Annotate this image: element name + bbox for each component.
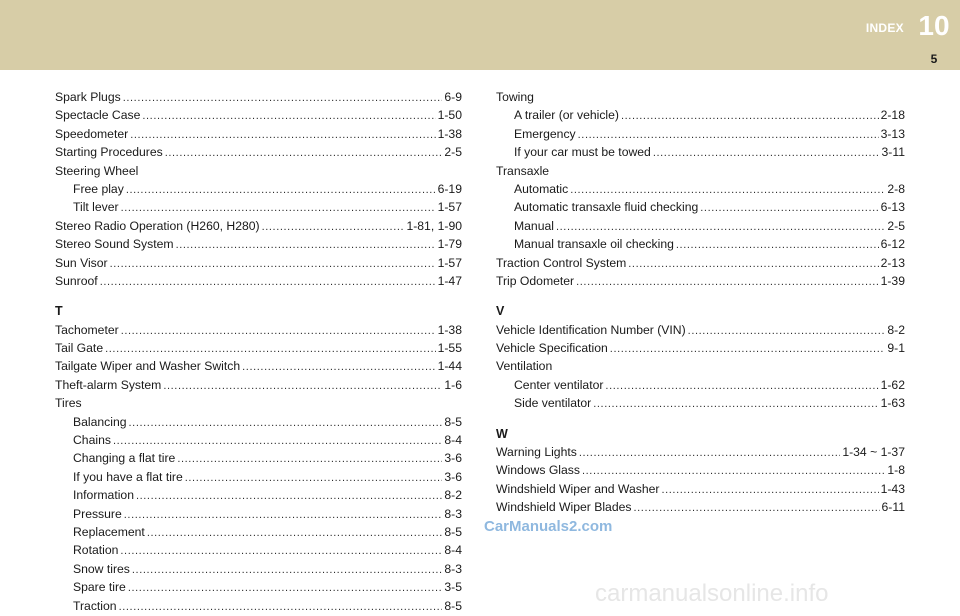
entry-label: Speedometer <box>55 126 129 141</box>
entry-page: 1-43 <box>880 481 905 496</box>
entry-page: 2-8 <box>887 181 905 196</box>
index-heading: Steering Wheel <box>55 163 139 178</box>
index-group-t <box>55 321 462 615</box>
index-entry <box>496 443 905 461</box>
dot-leader <box>165 144 443 162</box>
entry-label: Balancing <box>73 414 127 429</box>
index-entry <box>55 357 462 375</box>
entry-label: Rotation <box>73 543 119 558</box>
index-subentry <box>55 413 462 431</box>
site-watermark: CarManuals2.com <box>484 518 613 535</box>
entry-label: Tail Gate <box>55 341 104 356</box>
entry-label: Warning Lights <box>496 445 577 460</box>
index-heading: Tires <box>55 396 82 411</box>
entry-label: Trip Odometer <box>496 273 575 288</box>
dot-leader <box>121 322 436 340</box>
index-entry <box>55 106 462 124</box>
index-entry <box>496 498 905 516</box>
entry-page: 1-57 <box>437 200 462 215</box>
index-letter-v: V <box>496 304 505 319</box>
dot-leader <box>676 236 879 254</box>
entry-page: 2-5 <box>444 145 462 160</box>
index-letter-w: W <box>496 426 508 441</box>
entry-label: Windows Glass <box>496 463 580 478</box>
dot-leader <box>119 598 443 616</box>
index-group-t-continued <box>496 88 905 290</box>
entry-label: Spare tire <box>73 580 126 595</box>
dot-leader <box>578 126 879 144</box>
entry-page: 1-34 ~ 1-37 <box>842 445 905 460</box>
entry-label: Manual <box>514 218 554 233</box>
dot-leader <box>576 273 878 291</box>
side-strip <box>908 70 960 612</box>
dot-leader <box>132 561 442 579</box>
entry-page: 6-13 <box>880 200 905 215</box>
entry-label: Windshield Wiper and Washer <box>496 481 660 496</box>
entry-page: 2-5 <box>887 218 905 233</box>
index-subentry <box>55 523 462 541</box>
entry-label: Manual transaxle oil checking <box>514 237 674 252</box>
entry-label: Automatic <box>514 181 569 196</box>
entry-label: Tailgate Wiper and Washer Switch <box>55 359 241 374</box>
entry-page: 3-6 <box>444 469 462 484</box>
index-subentry <box>496 394 905 412</box>
entry-page: 1-50 <box>437 108 462 123</box>
entry-page: 1-55 <box>437 341 462 356</box>
entry-page: 1-6 <box>444 377 462 392</box>
dot-leader <box>605 377 878 395</box>
entry-label: Starting Procedures <box>55 145 163 160</box>
dot-leader <box>124 506 443 524</box>
index-group-v <box>496 321 905 413</box>
entry-label: Center ventilator <box>514 377 604 392</box>
dot-leader <box>262 218 405 236</box>
dot-leader <box>570 181 885 199</box>
entry-label: Side ventilator <box>514 396 592 411</box>
entry-page: 8-2 <box>444 488 462 503</box>
dot-leader <box>110 255 436 273</box>
index-subentry <box>55 597 462 615</box>
dot-leader <box>610 340 886 358</box>
dot-leader <box>621 107 879 125</box>
entry-label: Spark Plugs <box>55 90 121 104</box>
entry-page: 1-38 <box>437 322 462 337</box>
entry-label: If you have a flat tire <box>73 469 183 484</box>
entry-page: 1-39 <box>880 273 905 288</box>
dot-leader <box>688 322 886 340</box>
dot-leader <box>628 255 878 273</box>
entry-label: Windshield Wiper Blades <box>496 500 632 515</box>
entry-page: 1-38 <box>437 126 462 141</box>
dot-leader <box>129 414 443 432</box>
index-subentry <box>55 560 462 578</box>
index-entry <box>496 461 905 479</box>
index-subentry <box>496 143 905 161</box>
dot-leader <box>130 126 435 144</box>
entry-page: 1-63 <box>880 396 905 411</box>
entry-page: 6-19 <box>437 181 462 196</box>
index-subentry <box>55 431 462 449</box>
dot-leader <box>661 481 878 499</box>
entry-label: Chains <box>73 433 111 448</box>
entry-page: 1-79 <box>437 237 462 252</box>
entry-label: Replacement <box>73 524 145 539</box>
entry-label: Tilt lever <box>73 200 119 215</box>
entry-label: Pressure <box>73 506 122 521</box>
chapter-number: 10 <box>918 10 950 41</box>
entry-label: Changing a flat tire <box>73 451 176 466</box>
entry-page: 8-5 <box>444 414 462 429</box>
index-subentry <box>55 449 462 467</box>
index-heading: Ventilation <box>496 359 553 374</box>
index-entry <box>55 143 462 161</box>
entry-page: 8-4 <box>444 433 462 448</box>
index-entry <box>496 272 905 290</box>
entry-label: Traction <box>73 598 117 613</box>
entry-label: A trailer (or vehicle) <box>514 108 619 123</box>
index-subentry <box>496 217 905 235</box>
index-subentry <box>55 541 462 559</box>
dot-leader <box>579 444 840 462</box>
entry-label: Tachometer <box>55 322 119 337</box>
index-entry <box>55 376 462 394</box>
entry-page: 6-11 <box>881 500 905 515</box>
entry-page: 8-5 <box>444 524 462 539</box>
entry-page: 8-5 <box>444 598 462 613</box>
index-entry <box>55 339 462 357</box>
dot-leader <box>100 273 436 291</box>
dot-leader <box>633 499 879 517</box>
dot-leader <box>242 358 435 376</box>
dot-leader <box>163 377 442 395</box>
dot-leader <box>147 524 443 542</box>
entry-label: Vehicle Identification Number (VIN) <box>496 322 686 337</box>
entry-label: Traction Control System <box>496 255 627 270</box>
entry-page: 1-8 <box>887 463 905 478</box>
entry-label: Theft-alarm System <box>55 377 162 392</box>
entry-page: 6-9 <box>444 90 462 104</box>
entry-label: Snow tires <box>73 561 130 576</box>
entry-page: 3-11 <box>881 145 905 160</box>
index-heading: Towing <box>496 90 534 104</box>
dot-leader <box>582 462 885 480</box>
entry-page: 1-81, 1-90 <box>406 218 462 233</box>
entry-page: 8-3 <box>444 561 462 576</box>
entry-label: Sunroof <box>55 273 98 288</box>
index-group-w <box>496 443 905 517</box>
dot-leader <box>176 236 436 254</box>
dot-leader <box>128 579 443 597</box>
index-subentry <box>496 106 905 124</box>
dot-leader <box>123 89 443 107</box>
index-entry <box>496 321 905 339</box>
entry-page: 3-6 <box>444 451 462 466</box>
index-label: INDEX <box>865 21 904 35</box>
index-entry <box>496 339 905 357</box>
entry-page: 8-3 <box>444 506 462 521</box>
entry-label: If your car must be towed <box>514 145 651 160</box>
bottom-watermark: carmanualsonline.info <box>595 580 829 607</box>
page-number: 5 <box>930 52 938 66</box>
entry-page: 9-1 <box>887 341 905 356</box>
entry-page: 1-44 <box>437 359 462 374</box>
index-entry <box>55 88 462 106</box>
index-entry <box>55 321 462 339</box>
entry-page: 8-2 <box>887 322 905 337</box>
entry-page: 8-4 <box>444 543 462 558</box>
index-subentry <box>496 198 905 216</box>
entry-label: Automatic transaxle fluid checking <box>514 200 699 215</box>
entry-page: 1-57 <box>437 255 462 270</box>
entry-label: Vehicle Specification <box>496 341 608 356</box>
index-entry <box>55 125 462 143</box>
index-subentry <box>55 505 462 523</box>
dot-leader <box>700 199 878 217</box>
entry-page: 1-47 <box>437 273 462 288</box>
entry-page: 2-13 <box>880 255 905 270</box>
dot-leader <box>593 395 878 413</box>
index-entry <box>55 217 462 235</box>
entry-page: 3-5 <box>444 580 462 595</box>
index-heading: Transaxle <box>496 163 550 178</box>
dot-leader <box>185 469 443 487</box>
entry-label: Sun Visor <box>55 255 108 270</box>
index-subentry <box>55 180 462 198</box>
entry-label: Stereo Sound System <box>55 237 174 252</box>
index-entry <box>496 254 905 272</box>
entry-label: Stereo Radio Operation (H260, H280) <box>55 218 260 233</box>
index-subentry <box>496 180 905 198</box>
entry-label: Spectacle Case <box>55 108 141 123</box>
dot-leader <box>556 218 885 236</box>
index-column-right <box>496 88 905 517</box>
index-subentry <box>496 235 905 253</box>
dot-leader <box>121 199 436 217</box>
index-subentry <box>496 125 905 143</box>
entry-page: 2-18 <box>880 108 905 123</box>
dot-leader <box>136 487 442 505</box>
index-subentry <box>55 486 462 504</box>
index-letter-t: T <box>55 304 63 319</box>
index-subentry <box>55 578 462 596</box>
entry-label: Free play <box>73 181 124 196</box>
dot-leader <box>653 144 880 162</box>
entry-label: Emergency <box>514 126 576 141</box>
index-subentry <box>55 468 462 486</box>
entry-page: 6-12 <box>880 237 905 252</box>
index-column-left <box>55 88 462 615</box>
index-subentry <box>496 376 905 394</box>
entry-page: 3-13 <box>880 126 905 141</box>
index-entry <box>496 480 905 498</box>
index-entry <box>55 235 462 253</box>
dot-leader <box>105 340 435 358</box>
dot-leader <box>142 107 435 125</box>
header-band <box>0 0 960 70</box>
entry-page: 1-62 <box>880 377 905 392</box>
entry-label: Information <box>73 488 134 503</box>
index-group-s <box>55 88 462 290</box>
dot-leader <box>126 181 436 199</box>
index-subentry <box>55 198 462 216</box>
dot-leader <box>177 450 442 468</box>
dot-leader <box>120 542 442 560</box>
index-entry <box>55 272 462 290</box>
dot-leader <box>113 432 442 450</box>
index-entry <box>55 254 462 272</box>
